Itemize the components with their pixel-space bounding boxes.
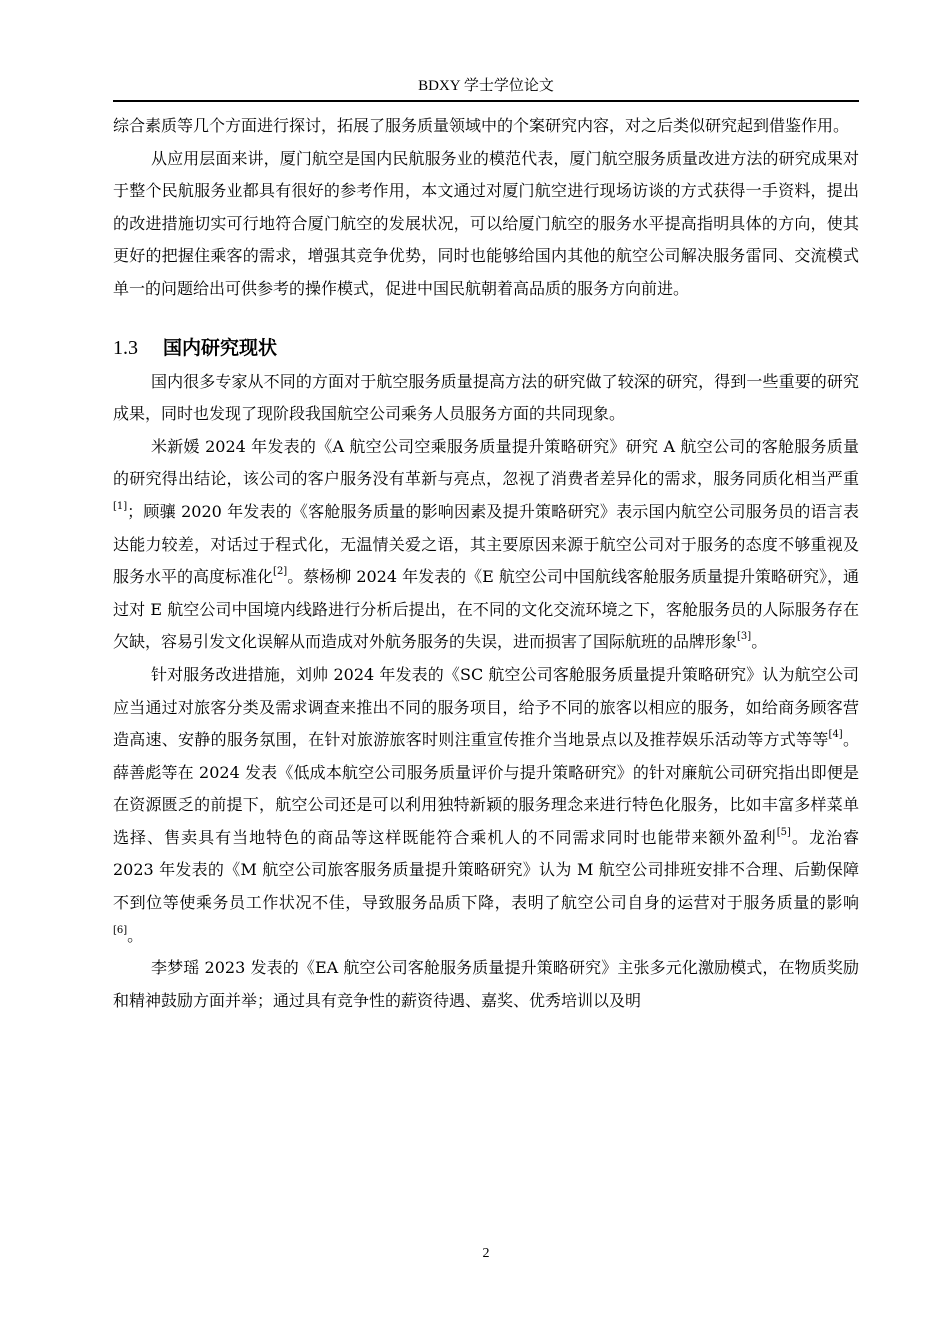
paragraph-text: 。 [751,632,768,652]
section-paragraphs [113,366,859,1018]
paragraph [113,952,859,1017]
paragraph-text: 李梦瑶 2023 发表的《EA 航空公司客舱服务质量提升策略研究》主张多元化激励模式，在物质奖励和精神鼓励方面并举；通过具有竞争性的薪资待遇、嘉奖、优秀培训以及明 [113,958,859,1010]
paragraph [113,366,859,431]
paragraph-text: 。 [127,925,144,945]
paragraph-text: 。龙治睿 2023 年发表的《M 航空公司旅客服务质量提升策略研究》认为 M 航空公司排班安排不合理、后勤保障不到位等使乘务员工作状况不佳，导致服务品质下降，表明了航空公司自身的运营对于服务质量的影响 [113,827,859,913]
citation-marker: [4] [828,729,843,741]
paragraph-text: 针对服务改进措施，刘帅 2024 年发表的《SC 航空公司客舱服务质量提升策略研究》认为航空公司应当通过对旅客分类及需求调查来推出不同的服务项目，给予不同的旅客以相应的服务，如给商务顾客营造高速、安静的服务氛围，在针对旅游旅客时则注重宣传推介当地景点以及推荐娱乐活动等方式等等 [113,664,859,750]
paragraph-text: 综合素质等几个方面进行探讨，拓展了服务质量领域中的个案研究内容，对之后类似研究起到借鉴作用。 [113,116,850,135]
body-text [113,110,859,1017]
paragraph-text: ；顾骧 2020 年发表的《客舱服务质量的影响因素及提升策略研究》表示国内航空公司服务员的语言表达能力较差，对话过于程式化，无温情关爱之语，其主要原因来源于航空公司对于服务的态度不够重视及服务水平的高度标准化 [113,501,859,587]
paragraph-text: 国内很多专家从不同的方面对于航空服务质量提高方法的研究做了较深的研究，得到一些重要的研究成果，同时也发现了现阶段我国航空公司乘务人员服务方面的共同现象。 [113,371,859,424]
paragraph [113,143,859,306]
paragraph-text: 。薛善彪等在 2024 发表《低成本航空公司服务质量评价与提升策略研究》的针对廉航公司研究指出即便是在资源匮乏的前提下，航空公司还是可以利用独特新颖的服务理念来进行特色化服务，比如丰富多样菜单选择、售卖具有当地特色的商品等这样既能符合乘机人的不同需求同时也能带来额外盈利 [113,730,859,847]
section-heading [113,332,859,364]
section-title: 国内研究现状 [163,336,278,359]
citation-marker: [1] [113,500,128,512]
citation-marker: [3] [737,631,752,643]
paragraph-text: 。蔡杨柳 2024 年发表的《E 航空公司中国航线客舱服务质量提升策略研究》，通过对 E 航空公司中国境内线路进行分析后提出，在不同的文化交流环境之下，客舱服务员的人际服务存在欠缺，容易引发文化误解从而造成对外航务服务的失误，进而损害了国际航班的品牌形象 [113,567,859,652]
header-rule [113,100,859,102]
paragraph [113,659,859,952]
paragraph [113,431,859,659]
section-number: 1.3 [113,336,138,359]
page-number: 2 [482,1246,490,1261]
paragraph [113,110,859,143]
intro-paragraphs [113,110,859,306]
running-header: BDXY 学士学位论文 [418,78,554,94]
paragraph-text: 米新媛 2024 年发表的《A 航空公司空乘服务质量提升策略研究》研究 A 航空公司的客舱服务质量的研究得出结论，该公司的客户服务没有革新与亮点，忽视了消费者差异化的需求，服务同质化相当严重 [113,436,859,489]
citation-marker: [2] [273,566,288,578]
citation-marker: [6] [113,924,128,936]
paragraph-text: 从应用层面来讲，厦门航空是国内民航服务业的模范代表，厦门航空服务质量改进方法的研究成果对于整个民航服务业都具有很好的参考作用，本文通过对厦门航空进行现场访谈的方式获得一手资料，提出的改进措施切实可行地符合厦门航空的发展状况，可以给厦门航空的服务水平提高指明具体的方向，使其更好的把握住乘客的需求，增强其竞争优势，同时也能够给国内其他的航空公司解决服务雷同、交流模式单一的问题给出可供参考的操作模式，促进中国民航朝着高品质的服务方向前进。 [113,148,859,298]
citation-marker: [5] [776,826,791,838]
